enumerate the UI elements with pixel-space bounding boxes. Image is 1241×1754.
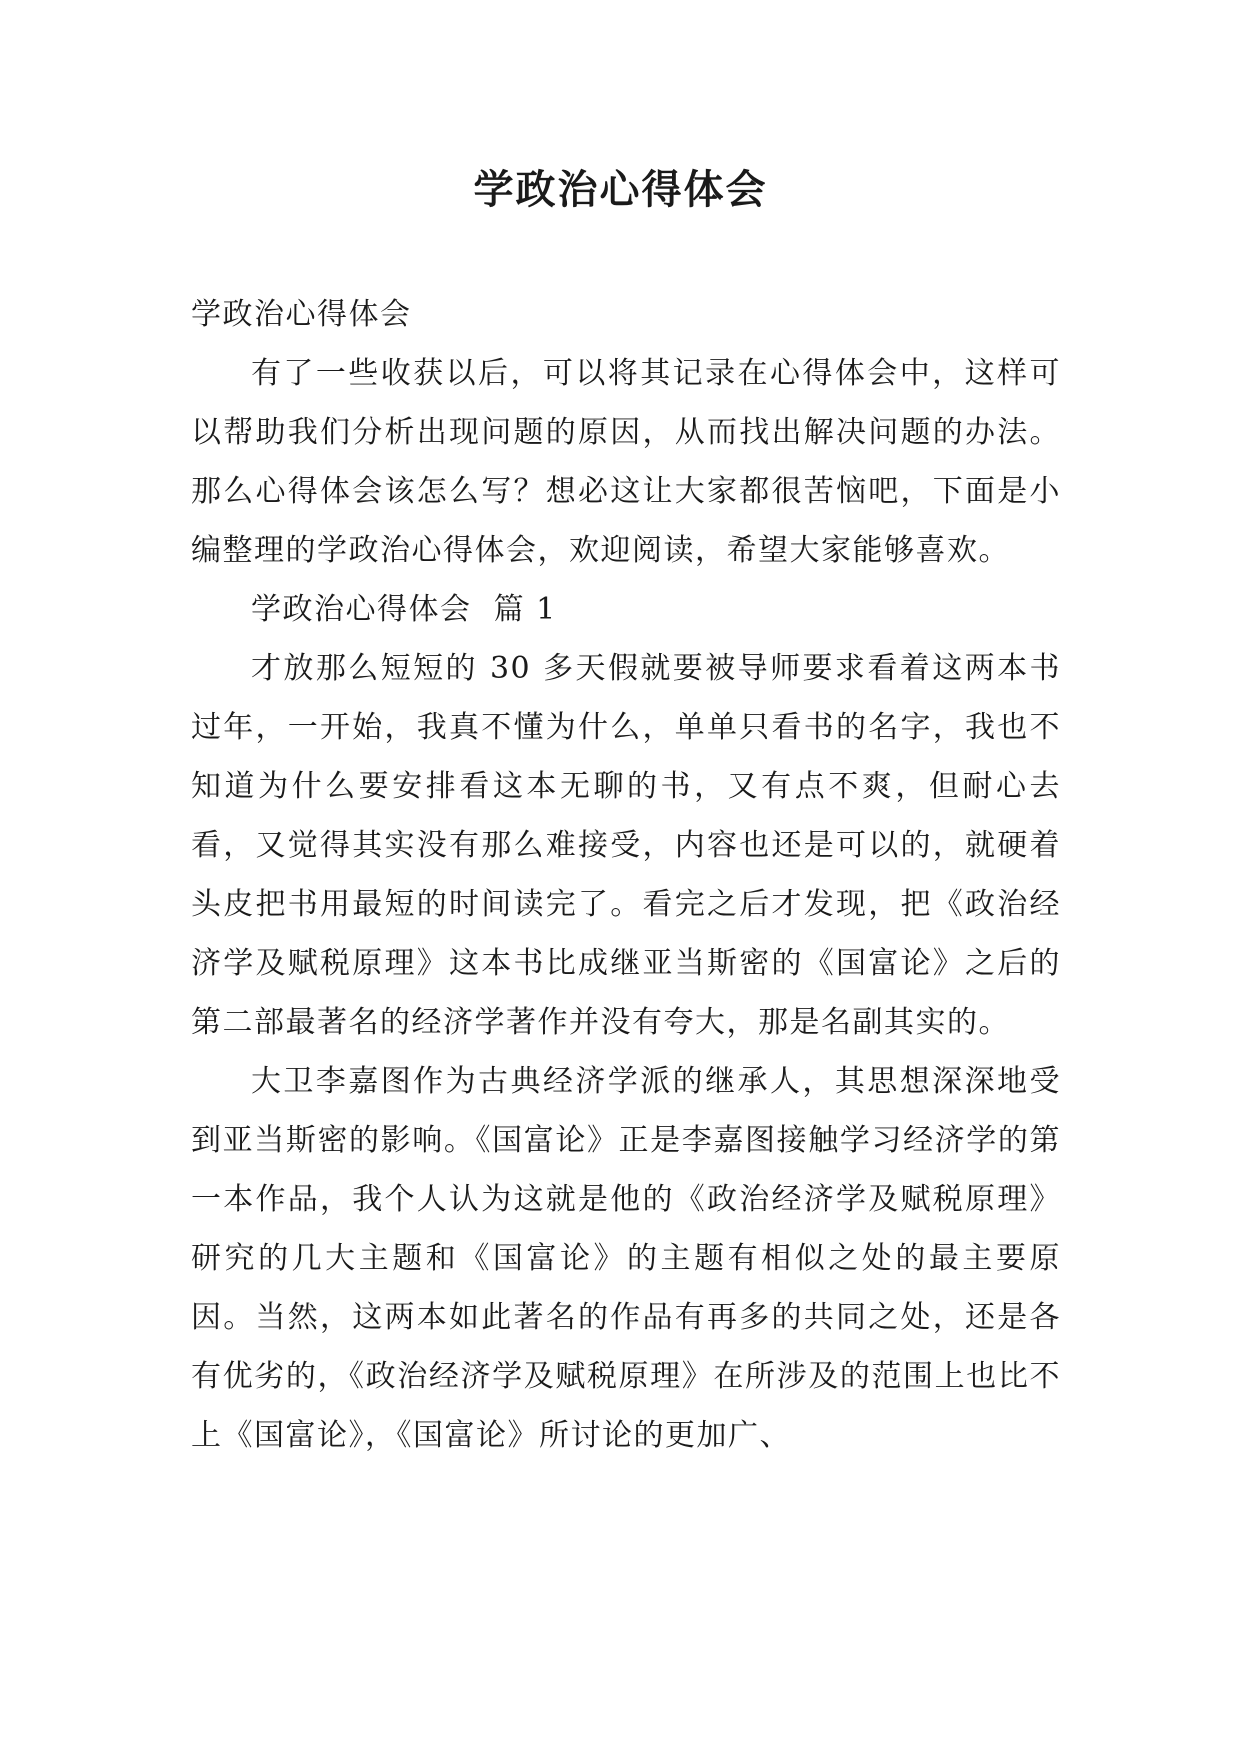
section-heading: 学政治心得体会 篇 1 [251,592,557,627]
document-body [191,285,1061,1465]
document-title: 学政治心得体会 [473,166,768,213]
document-subtitle: 学政治心得体会 [191,297,412,332]
body-paragraph-1: 才放那么短短的 30 多天假就要被导师要求看着这两本书过年，一开始，我真不懂为什么，单单只看书的名字，我也不知道为什么要安排看这本无聊的书，又有点不爽，但耐心去看，又觉得其实没有那么难接受，内容也还是可以的，就硬着头皮把书用最短的时间读完了。看完之后才发现，把《政治经济学及赋税原理》这本书比成继亚当斯密的《国富论》之后的第二部最著名的经济学著作并没有夸大，那是名副其实的。 [191,651,1061,1040]
body-paragraph-2: 大卫李嘉图作为古典经济学派的继承人，其思想深深地受到亚当斯密的影响。《国富论》正是李嘉图接触学习经济学的第一本作品，我个人认为这就是他的《政治经济学及赋税原理》研究的几大主题和《国富论》的主题有相似之处的最主要原因。当然，这两本如此著名的作品有再多的共同之处，还是各有优劣的，《政治经济学及赋税原理》在所涉及的范围上也比不上《国富论》，《国富论》所讨论的更加广、 [191,1064,1061,1453]
intro-paragraph: 有了一些收获以后，可以将其记录在心得体会中，这样可以帮助我们分析出现问题的原因，从而找出解决问题的办法。那么心得体会该怎么写？想必这让大家都很苦恼吧，下面是小编整理的学政治心得体会，欢迎阅读，希望大家能够喜欢。 [191,356,1061,568]
